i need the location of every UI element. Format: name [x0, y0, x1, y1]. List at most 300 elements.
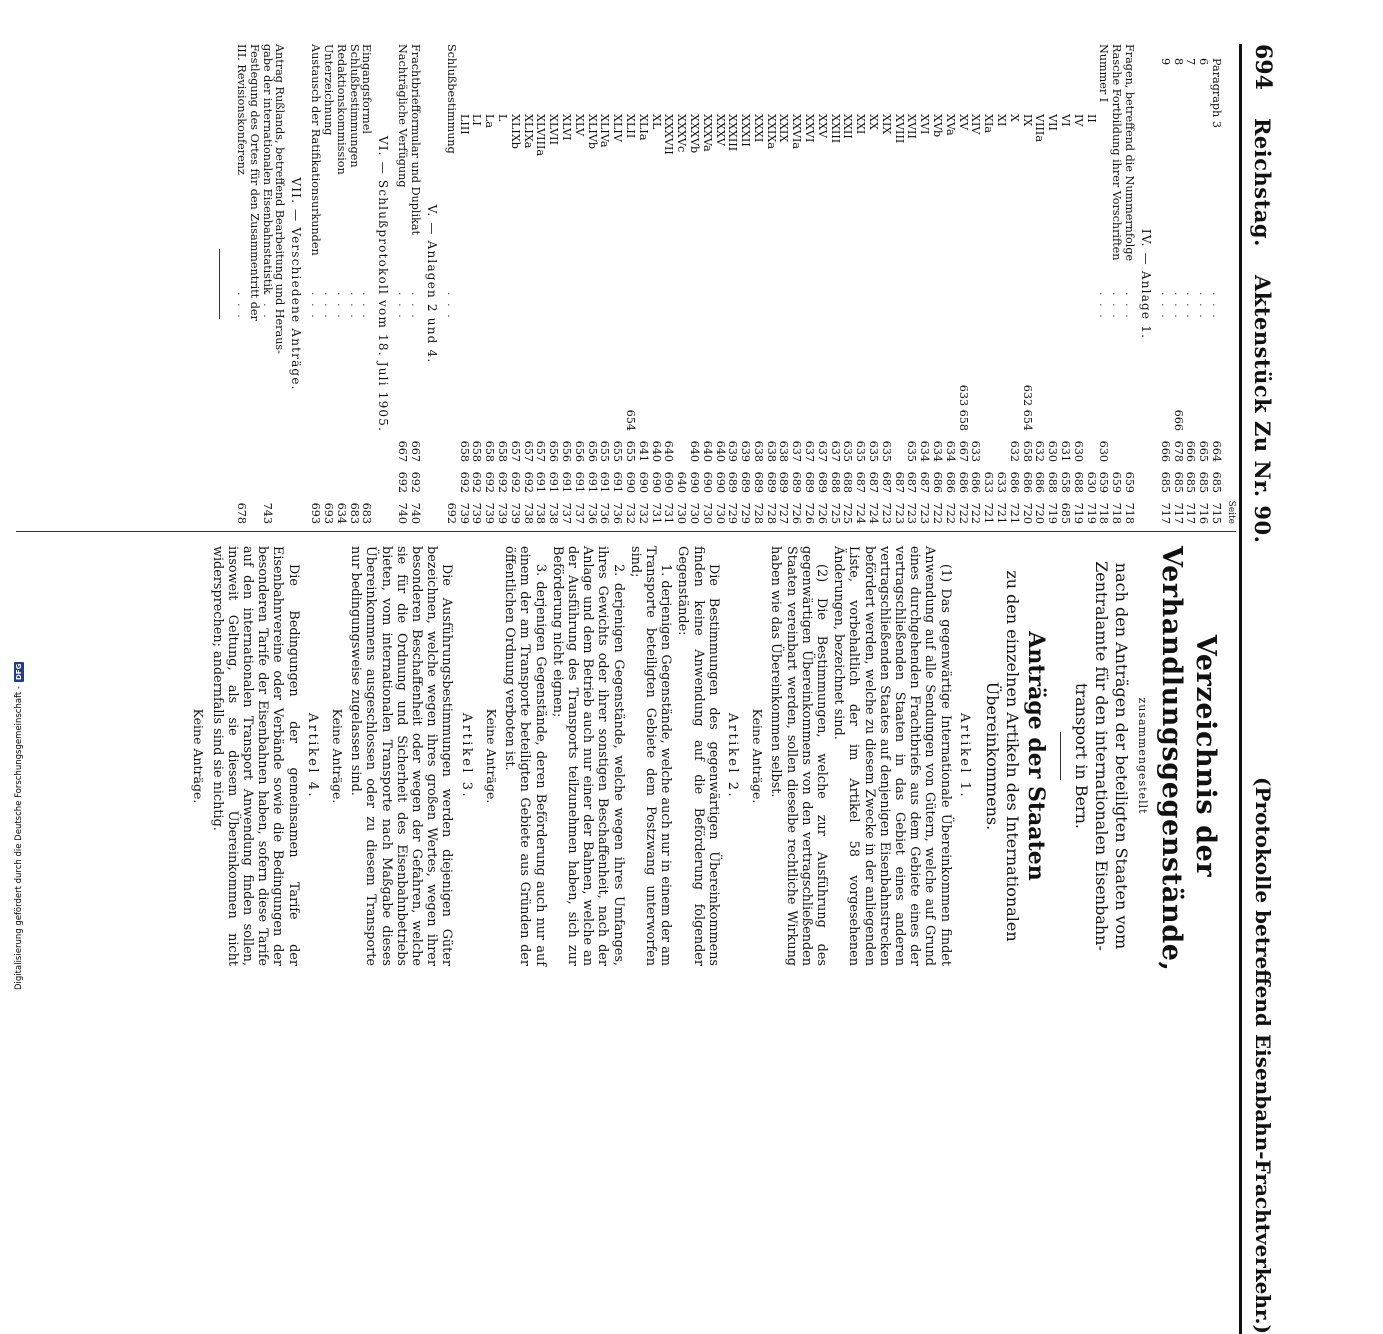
page-ref: 655 [611, 440, 625, 462]
page-ref: 658 [457, 440, 471, 462]
leader-dots: . . . [396, 292, 410, 320]
index-row-label: Festlegung des Ortes für den Zusammentritt der [247, 44, 261, 321]
page-refs [828, 334, 841, 524]
index-row-label: XVb [931, 114, 945, 138]
index-row [508, 44, 521, 524]
index-row [1158, 44, 1171, 524]
page-ref [321, 469, 334, 493]
page-ref [260, 469, 273, 493]
page-ref: 640 [662, 440, 676, 462]
page-ref: 737 [559, 502, 573, 524]
index-row-label: XXXVII [662, 114, 676, 155]
index-row [482, 44, 495, 524]
index-rows-iv [457, 44, 1097, 524]
index-row [1122, 44, 1135, 524]
page-ref [234, 469, 247, 493]
index-row-label: XXXVb [687, 114, 701, 154]
page-refs [1097, 334, 1110, 524]
index-row-label: gabe der internationalen Eisenbahnstatistik [260, 44, 274, 294]
page-ref [247, 469, 260, 493]
page-ref: 638 [751, 440, 765, 462]
page-ref [674, 438, 687, 462]
page-ref: 633 [995, 471, 1009, 493]
leader-dots [764, 292, 777, 334]
digitization-credit [14, 662, 24, 990]
page-ref: 729 [726, 502, 740, 524]
page-ref: 729 [739, 502, 753, 524]
index-row-label: XXIII [828, 114, 842, 144]
index-row-label: XXIX [777, 114, 791, 143]
index-row [234, 44, 247, 524]
header-center-title: Aktenstück Zu Nr. 90. [1250, 274, 1276, 544]
page-refs [546, 334, 559, 524]
article-3-heading: Artikel 3. [458, 712, 474, 800]
page-ref: 689 [739, 471, 753, 493]
index-row-label: Schlußbestimmung [444, 44, 458, 154]
leader-dots [917, 292, 930, 334]
leader-dots [943, 292, 956, 334]
leader-dots: . . . [360, 292, 374, 320]
page-ref: 716 [1197, 502, 1211, 524]
index-row-label: X [1007, 114, 1021, 122]
leader-dots: . . . [1184, 292, 1198, 320]
leader-dots [853, 292, 866, 334]
leader-dots [815, 292, 828, 334]
index-row-label: 6 [1197, 58, 1211, 66]
page-ref: 689 [751, 471, 765, 493]
page-refs [321, 334, 334, 524]
page-refs [866, 334, 879, 524]
index-row [1209, 44, 1222, 524]
index-row-label: VIIIa [1033, 114, 1047, 143]
leader-dots: . . . [260, 292, 274, 320]
page-ref [1122, 407, 1135, 431]
leader-dots [610, 292, 623, 334]
page-refs [1033, 334, 1046, 524]
page-ref: 638 [764, 440, 778, 462]
page-refs [623, 334, 636, 524]
index-row [943, 44, 956, 524]
index-row-label: XLIV [611, 114, 625, 142]
page-ref: 726 [815, 502, 829, 524]
index-rows-vi [308, 44, 372, 524]
page-ref [308, 438, 321, 462]
index-row [1196, 44, 1209, 524]
page-ref [347, 438, 360, 462]
page-ref: 722 [943, 502, 957, 524]
page-ref: 693 [322, 502, 335, 524]
index-row [444, 44, 457, 524]
leader-dots [674, 292, 687, 334]
page-ref: 728 [751, 502, 765, 524]
page-ref: 678 [235, 502, 249, 524]
page-ref [360, 438, 373, 462]
index-row-label: IX [1020, 114, 1034, 127]
page-ref [234, 438, 247, 462]
page-ref: 658 [483, 440, 497, 462]
leader-dots [1071, 292, 1084, 334]
main-subtitle: nach den Anträgen der beteiligten Staaten vom Zentralamte für den internationalen Eisenbahn- transport in Bern. [1071, 561, 1131, 951]
index-row-label: XVa [943, 114, 957, 136]
index-row [815, 44, 828, 524]
page-ref: 692 [444, 502, 458, 524]
leader-dots [495, 292, 508, 334]
leader-dots [930, 292, 943, 334]
page-ref: 655 [623, 440, 637, 462]
page-ref: 634 [918, 440, 932, 462]
index-rows-vii [234, 44, 285, 524]
page-ref: 637 [803, 440, 817, 462]
page-refs [662, 334, 675, 524]
page-ref: 736 [611, 502, 625, 524]
page-ref: 630 [1097, 440, 1111, 462]
page-refs [308, 334, 321, 524]
index-row-label: XLIXb [508, 114, 522, 149]
page-ref: 658 [470, 440, 484, 462]
leader-dots: . . . [334, 292, 348, 320]
page-ref: 687 [905, 471, 919, 493]
title-rule [1060, 732, 1061, 780]
index-row [726, 44, 739, 524]
article-4-heading: Artikel 4. [304, 712, 320, 800]
leader-dots [1045, 292, 1058, 334]
index-row [866, 44, 879, 524]
index-row-label: XLIXa [521, 114, 535, 149]
page-ref: 715 [1210, 502, 1223, 524]
leader-dots [777, 292, 790, 334]
article-2-item-1: 1. derjenigen Gegenstände, welche auch nur in einem der am Transporte beteiligten Gebiete dem Postzwang unterworfen sind; [627, 546, 674, 966]
index-row-label: XXXI [751, 114, 765, 143]
index-rows-paragraphs [1158, 44, 1222, 524]
page-ref: 685 [1059, 502, 1073, 524]
article-1-no-motions: Keine Anträge. [750, 708, 766, 804]
document-page [0, 26, 1292, 1334]
page-refs [247, 334, 260, 524]
page-refs [687, 334, 700, 524]
index-row-label: II [1084, 114, 1098, 123]
index-row [1109, 44, 1122, 524]
page-refs [1184, 334, 1197, 524]
page-ref: 641 [636, 440, 650, 462]
page-ref: 688 [828, 471, 842, 493]
page-ref: 690 [649, 471, 663, 493]
page-ref: 691 [611, 471, 625, 493]
page-ref: 686 [1033, 471, 1047, 493]
index-row [273, 44, 286, 524]
leader-dots: . . . [1210, 292, 1223, 320]
index-row [649, 44, 662, 524]
page-ref: 723 [892, 502, 906, 524]
page-refs [917, 334, 930, 524]
leader-dots: . . . [1171, 292, 1185, 320]
leader-dots [994, 292, 1007, 334]
index-rows-iv-text [1097, 44, 1135, 524]
index-row-label: XXXV [713, 114, 727, 146]
leader-dots [1084, 292, 1097, 334]
page-ref [247, 500, 260, 524]
section-subtitle: zu den einzelnen Artikeln des Internationalen Übereinkommens. [982, 570, 1022, 942]
page-ref: 739 [457, 502, 471, 524]
index-row-label: XXXIII [726, 114, 740, 152]
page-ref: 687 [867, 471, 881, 493]
page-ref: 639 [726, 440, 740, 462]
page-ref: 685 [1171, 471, 1185, 493]
index-row [585, 44, 598, 524]
column-divider [16, 531, 1236, 532]
leader-dots: . . . [1158, 292, 1172, 320]
page-ref: 693 [309, 502, 323, 524]
page-ref: 678 [1171, 440, 1185, 462]
page-ref: 635 [905, 440, 919, 462]
page-ref: 685 [1184, 471, 1198, 493]
page-ref [892, 438, 905, 462]
page-ref: 718 [1110, 502, 1124, 524]
page-refs [777, 334, 790, 524]
page-ref: 632 [1033, 440, 1047, 462]
index-row [713, 44, 726, 524]
page-ref: 740 [396, 502, 410, 524]
index-row-label: XIX [879, 114, 893, 135]
page-refs [1122, 334, 1135, 524]
page-ref: 721 [982, 502, 996, 524]
page-ref: 692 [396, 471, 410, 493]
page-refs [853, 334, 866, 524]
index-rows-v [395, 44, 421, 524]
page-ref: 656 [585, 440, 599, 462]
page-ref: 686 [1007, 471, 1021, 493]
page-ref: 692 [457, 471, 471, 493]
index-row [1045, 44, 1058, 524]
index-row [546, 44, 559, 524]
index-row-label: XLVI [559, 114, 573, 141]
page-ref: 654 [623, 409, 637, 431]
index-row-label: Antrag Rußlands, betreffend Bearbeitung und Heraus- [273, 44, 287, 354]
leader-dots [828, 292, 841, 334]
leader-dots [1033, 292, 1046, 334]
article-2-paragraph-1: Die Bestimmungen des gegenwärtigen Übereinkommens finden keine Anwendung auf die Beförderung folgender Gegenstände: [675, 546, 721, 966]
page-ref: 634 [931, 440, 945, 462]
page-ref [247, 438, 260, 462]
page-ref: 687 [892, 471, 906, 493]
page-ref: 640 [713, 440, 727, 462]
page-ref: 720 [1033, 502, 1047, 524]
index-row [470, 44, 483, 524]
page-ref: 633 [969, 440, 983, 462]
index-row-schlussbestimmung [444, 44, 457, 524]
index-row-label: XXV [815, 114, 829, 139]
page-ref: 659 [1123, 471, 1137, 493]
leader-dots [649, 292, 662, 334]
page-ref: 659 [1097, 471, 1111, 493]
index-row-label: XL [649, 114, 663, 130]
page-ref [1158, 407, 1171, 431]
leader-dots [969, 292, 982, 334]
page-refs [1020, 334, 1033, 524]
article-1-paragraph-1: (1) Das gegenwärtige Internationale Übereinkommen findet Anwendung auf alle Sendungen von Gütern, welche auf Grund eines durchgehenden Frachtbriefs aus dem Gebiete eines der vertragschließenden Staaten in das Gebiet eines anderen vertragschließenden Staates auf denjenigen Eisenbahnstrecken befördert werden, welche zu diesem Zwecke in der anliegenden Liste, vorbehaltlich der im Artikel 58 vorgesehenen Änderungen, bezeichnet sind. [831, 546, 953, 966]
page-ref: 687 [879, 471, 893, 493]
main-title: Verzeichnis der Verhandlungsgegenstände, [1156, 546, 1221, 972]
page-ref: 717 [1158, 502, 1172, 524]
page-ref: 685 [1158, 471, 1172, 493]
page-ref: 685 [1197, 471, 1211, 493]
leader-dots [892, 292, 905, 334]
page-ref: 738 [521, 502, 535, 524]
page-ref: 635 [867, 440, 881, 462]
index-row [790, 44, 803, 524]
index-row [598, 44, 611, 524]
page-ref: 633 658 [956, 384, 970, 431]
page-refs [444, 334, 457, 524]
index-row-label: XV [956, 114, 970, 131]
index-row [559, 44, 572, 524]
index-row [1058, 44, 1071, 524]
leader-dots: . . . [347, 292, 361, 320]
section-heading-v: V. — Anlagen 2 und 4. [424, 204, 439, 364]
index-row [879, 44, 892, 524]
index-row [636, 44, 649, 524]
leader-dots [559, 292, 572, 334]
page-ref [273, 500, 286, 524]
page-ref: 664 [1210, 440, 1223, 462]
index-row-label: XXIXa [764, 114, 778, 149]
page-ref: 637 [790, 440, 804, 462]
page-ref: 692 [470, 471, 484, 493]
page-ref: 632 [1007, 440, 1021, 462]
page-ref: 688 [1071, 471, 1085, 493]
page-ref: 692 [408, 471, 422, 493]
page-refs [559, 334, 572, 524]
page-refs [482, 334, 495, 524]
page-ref: 666 [1184, 440, 1198, 462]
page-ref [321, 438, 334, 462]
leader-dots [247, 292, 260, 334]
page-refs [1058, 334, 1071, 524]
article-2-item-2: 2. derjenigen Gegenstände, welche wegen ihres Umfanges, ihres Gewichts oder ihrer sonstigen Beschaffenheit, nach der Anlage und dem Betrieb auch nur einer der Bahnen, welche an der Ausführung des Transports teilzunehmen haben, sich zur Beförderung nicht eignen; [549, 546, 626, 966]
page-ref: 730 [675, 502, 689, 524]
page-ref: 635 [854, 440, 868, 462]
text-column [185, 546, 1222, 972]
index-row [334, 44, 347, 524]
page-ref: 739 [508, 502, 522, 524]
leader-dots [636, 292, 649, 334]
running-header [1244, 44, 1282, 1334]
index-row [956, 44, 969, 524]
index-row-label: XXXVa [700, 114, 714, 152]
article-4-no-motions: Keine Anträge. [191, 708, 207, 804]
index-row-label: 9 [1158, 58, 1172, 66]
page-ref: 666 [1171, 409, 1185, 431]
page-ref [1122, 438, 1135, 462]
page-ref: 686 [956, 471, 970, 493]
page-refs [585, 334, 598, 524]
page-ref: 630 [1084, 471, 1098, 493]
page-ref: 637 [828, 440, 842, 462]
page-ref: 631 [1059, 440, 1073, 462]
dfg-logo: DFG [15, 663, 23, 681]
leader-dots [546, 292, 559, 334]
article-4-paragraph-1: Die Bedingungen der gemeinsamen Tarife der Eisenbahnvereine oder Verbände sowie die Bedingungen der besonderen Tarife der Eisenbahnen haben, sofern diese Tarife auf den internationalen Transport Anwendung finden sollen, insoweit Geltung, als sie diesem Übereinkommen nicht widersprechen; andernfalls sind sie nichtig. [209, 546, 301, 966]
article-2-heading: Artikel 2. [724, 712, 740, 800]
page-ref: 726 [790, 502, 804, 524]
page-refs [1196, 334, 1209, 524]
page-ref: 687 [854, 471, 868, 493]
page-ref: 721 [1007, 502, 1021, 524]
index-row [969, 44, 982, 524]
index-row-label: VI [1059, 114, 1073, 127]
leader-dots [790, 292, 803, 334]
page-ref: 738 [534, 502, 548, 524]
page-ref: 635 [879, 440, 893, 462]
page-refs [879, 334, 892, 524]
leader-dots [534, 292, 547, 334]
page-ref: 633 [982, 471, 996, 493]
index-row-label: XLV [572, 114, 586, 137]
page-ref: 640 [687, 440, 701, 462]
leader-dots: . . . [1123, 292, 1137, 320]
index-row-label: Paragraph 3 [1210, 58, 1223, 128]
index-row [321, 44, 334, 524]
page-ref [444, 469, 457, 493]
page-ref: 667 [408, 440, 422, 462]
index-row [408, 44, 421, 524]
page-refs [841, 334, 854, 524]
leader-dots [738, 292, 751, 334]
page-ref: 720 [1020, 502, 1034, 524]
index-row-label: XVII [905, 114, 919, 139]
page-ref [1084, 438, 1097, 462]
page-refs [802, 334, 815, 524]
page-refs [508, 334, 521, 524]
article-1-paragraph-2: (2) Die Bestimmungen, welche zur Ausführung des gegenwärtigen Übereinkommens von den vertragschließenden Staaten vereinbart werden, sollen dieselbe rechtliche Wirkung haben wie das Übereinkommen selbst. [768, 546, 829, 966]
leader-dots [273, 292, 286, 334]
page-ref: 692 [521, 471, 535, 493]
page-refs [534, 334, 547, 524]
index-row [828, 44, 841, 524]
leader-dots [713, 292, 726, 334]
page-ref [273, 438, 286, 462]
index-row-label: XXXII [739, 114, 753, 147]
index-row-label: XLVIIIa [534, 114, 548, 157]
page-ref: 656 [547, 440, 561, 462]
page-refs [943, 334, 956, 524]
page-ref: 730 [687, 502, 701, 524]
page-ref: 691 [572, 471, 586, 493]
page-ref: 659 [1110, 471, 1124, 493]
page-ref: 740 [408, 502, 422, 524]
index-row-label: XLVII [547, 114, 561, 145]
index-row [981, 44, 994, 524]
index-row-label: LIII [457, 114, 471, 135]
index-row-label: XX [867, 114, 881, 130]
page-ref: 730 [700, 502, 714, 524]
page-refs [751, 334, 764, 524]
page-ref: 657 [521, 440, 535, 462]
index-row [930, 44, 943, 524]
leader-dots [457, 292, 470, 334]
page-refs [981, 334, 994, 524]
page-ref: 688 [841, 471, 855, 493]
index-row [1007, 44, 1020, 524]
article-1-heading: Artikel 1. [956, 712, 972, 800]
page-ref: 717 [1171, 502, 1185, 524]
page-refs [260, 334, 273, 524]
page-refs [1209, 334, 1222, 524]
page-ref: 736 [585, 502, 599, 524]
page-ref: 691 [534, 471, 548, 493]
leader-dots: . . . [444, 292, 458, 320]
page-ref: 730 [713, 502, 727, 524]
page-ref: 690 [713, 471, 727, 493]
